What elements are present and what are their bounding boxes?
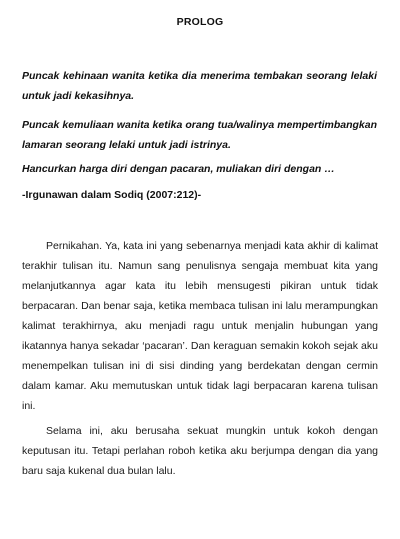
body-paragraph-1: Pernikahan. Ya, kata ini yang sebenarnya menjadi kata akhir di kalimat terakhir tulisan itu. Namun sang penulisnya sengaja membuat kita yang melanjutkannya agar kata itu lebih mensugesti pikiran untuk tidak berpacaran. Dan benar saja, ketika membaca tulisan ini lalu merampungkan kalimat terakhirnya, aku menjadi ragu untuk menjalin hubungan yang ikatannya hanya sekadar ‘pacaran’. Dan keraguan semakin kokoh sejak aku menempelkan tulisan ini di sisi dinding yang berdekatan dengan cermin dalam kamar. Aku memutuskan untuk tidak lagi berpacaran karena tulisan ini.	[22, 240, 378, 412]
quote-attribution: -Irgunawan dalam Sodiq (2007:212)-	[22, 189, 202, 201]
body-paragraph-2: Selama ini, aku berusaha sekuat mungkin untuk kokoh dengan keputusan itu. Tetapi perlahan roboh ketika aku berjumpa dengan dia yang baru saja kukenal dua bulan lalu.	[22, 425, 378, 477]
page-title: PROLOG	[176, 16, 224, 28]
quote-1: Puncak kehinaan wanita ketika dia menerima tembakan seorang lelaki untuk jadi kekasihnya.	[22, 70, 377, 102]
quote-2: Puncak kemuliaan wanita ketika orang tua/walinya mempertimbangkan lamaran seorang lelaki untuk jadi istrinya.	[22, 119, 377, 151]
quote-3: Hancurkan harga diri dengan pacaran, muliakan diri dengan …	[22, 163, 335, 175]
